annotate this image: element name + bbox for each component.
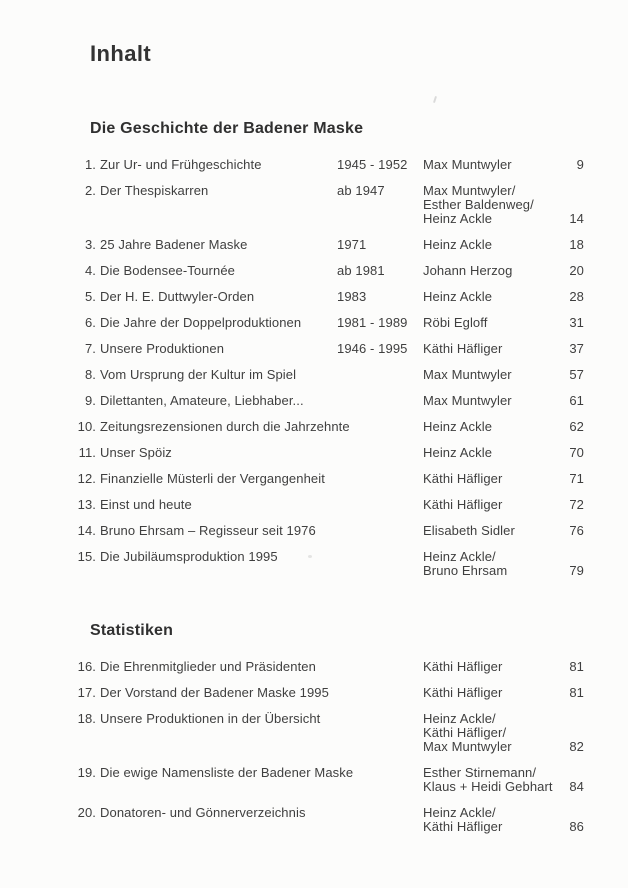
item-authors (423, 420, 545, 434)
item-authors (423, 342, 545, 356)
item-number: 16. (77, 659, 96, 674)
toc-row (76, 158, 584, 172)
item-title: Die Ehrenmitglieder und Präsidenten (100, 659, 316, 674)
item-authors (423, 660, 545, 674)
item-page-number: 20 (569, 263, 584, 278)
toc-row (76, 498, 584, 512)
item-date: 1981 - 1989 (337, 315, 408, 330)
author-line: Heinz Ackle (423, 289, 493, 304)
item-page-number: 57 (569, 367, 584, 382)
item-title: Der Vorstand der Badener Maske 1995 (100, 685, 329, 700)
item-page-number: 31 (569, 315, 584, 330)
author-line: Käthi Häfliger (423, 819, 503, 834)
author-line: Klaus + Heidi Gebhart (423, 779, 553, 794)
toc-rows (76, 158, 584, 590)
item-title: Unsere Produktionen in der Übersicht (100, 711, 321, 726)
author-line: Esther Stirnemann/ (423, 765, 537, 780)
author-line: Elisabeth Sidler (423, 523, 515, 538)
item-title: Die Bodensee-Tournée (100, 263, 235, 278)
item-page-number: 28 (569, 289, 584, 304)
item-number: 7. (84, 341, 96, 356)
author-line: Heinz Ackle (423, 419, 493, 434)
item-number: 20. (77, 805, 96, 820)
toc-row (76, 290, 584, 304)
item-authors (423, 712, 545, 754)
item-title: Die ewige Namensliste der Badener Maske (100, 765, 354, 780)
item-page-number: 70 (569, 445, 584, 460)
item-number: 3. (84, 237, 96, 252)
item-number: 6. (84, 315, 96, 330)
author-line: Max Muntwyler (423, 157, 512, 172)
toc-row (76, 420, 584, 434)
item-page-number: 86 (569, 819, 584, 834)
author-line: Käthi Häfliger (423, 471, 503, 486)
author-line: Käthi Häfliger (423, 497, 503, 512)
item-number: 11. (78, 445, 96, 460)
author-line: Esther Baldenweg/ (423, 197, 534, 212)
item-number: 17. (77, 685, 96, 700)
item-title: Die Jubiläumsproduktion 1995 (100, 549, 278, 564)
item-authors (423, 368, 545, 382)
item-title: Zeitungsrezensionen durch die Jahrzehnte (100, 419, 350, 434)
item-authors (423, 765, 553, 794)
toc-row (76, 806, 584, 834)
author-line: Max Muntwyler (423, 393, 512, 408)
item-page-number: 18 (569, 237, 584, 252)
item-title: Einst und heute (100, 497, 192, 512)
author-line: Max Muntwyler (423, 739, 512, 754)
item-page-number: 72 (569, 497, 584, 512)
item-title: Donatoren- und Gönnerverzeichnis (100, 805, 306, 820)
item-date: ab 1981 (337, 263, 385, 278)
item-title: Zur Ur- und Frühgeschichte (100, 157, 262, 172)
author-line: Heinz Ackle/ (423, 805, 496, 820)
item-number: 1. (84, 157, 96, 172)
toc-row (76, 550, 584, 578)
page-title: Inhalt (90, 41, 152, 66)
item-authors (423, 238, 545, 252)
author-line: Max Muntwyler/ (423, 183, 516, 198)
toc-row (76, 316, 584, 330)
item-authors (423, 394, 545, 408)
item-number: 9. (84, 393, 96, 408)
item-authors (423, 446, 545, 460)
item-number: 4. (84, 263, 96, 278)
item-date: 1945 - 1952 (337, 157, 408, 172)
item-date: 1983 (337, 289, 367, 304)
toc-row (76, 342, 584, 356)
toc-row (76, 712, 584, 754)
item-page-number: 37 (569, 341, 584, 356)
item-authors (423, 472, 545, 486)
item-page-number: 62 (569, 419, 584, 434)
item-authors (423, 290, 545, 304)
author-line: Heinz Ackle (423, 445, 493, 460)
toc-row (76, 184, 584, 226)
author-line: Heinz Ackle/ (423, 549, 496, 564)
toc-row (76, 368, 584, 382)
author-line: Käthi Häfliger (423, 659, 503, 674)
item-date: 1946 - 1995 (337, 341, 408, 356)
item-title: Unser Spöiz (100, 445, 172, 460)
toc-section (76, 590, 584, 846)
item-authors (423, 498, 545, 512)
toc-row (76, 238, 584, 252)
item-authors (423, 686, 545, 700)
item-authors (423, 184, 545, 226)
toc-row (76, 472, 584, 486)
item-page-number: 84 (569, 779, 584, 794)
item-page-number: 9 (576, 157, 584, 172)
item-number: 14. (77, 523, 96, 538)
item-page-number: 71 (569, 471, 584, 486)
section-heading: Statistiken (90, 622, 174, 639)
item-page-number: 81 (569, 659, 584, 674)
author-line: Käthi Häfliger (423, 341, 503, 356)
author-line: Käthi Häfliger/ (423, 725, 507, 740)
author-line: Heinz Ackle (423, 211, 493, 226)
item-page-number: 14 (569, 211, 584, 226)
item-title: Dilettanten, Amateure, Liebhaber... (100, 393, 304, 408)
item-authors (423, 806, 545, 834)
item-number: 19. (77, 765, 96, 780)
item-page-number: 79 (569, 563, 584, 578)
toc-row (76, 264, 584, 278)
item-title: Vom Ursprung der Kultur im Spiel (100, 367, 297, 382)
author-line: Heinz Ackle (423, 237, 493, 252)
item-date: ab 1947 (337, 183, 385, 198)
item-number: 15. (77, 549, 96, 564)
author-line: Bruno Ehrsam (423, 563, 508, 578)
toc-rows (76, 660, 584, 846)
item-title: Finanzielle Müsterli der Vergangenheit (100, 471, 325, 486)
toc-row (76, 524, 584, 538)
toc-row (76, 686, 584, 700)
item-page-number: 82 (569, 739, 584, 754)
author-line: Heinz Ackle/ (423, 711, 496, 726)
author-line: Johann Herzog (423, 263, 513, 278)
toc-row (76, 394, 584, 408)
author-line: Käthi Häfliger (423, 685, 503, 700)
item-number: 5. (84, 289, 96, 304)
toc-row (76, 766, 584, 794)
section-heading: Die Geschichte der Badener Maske (90, 120, 364, 137)
item-number: 13. (77, 497, 96, 512)
item-authors (423, 264, 545, 278)
item-page-number: 81 (569, 685, 584, 700)
item-number: 8. (84, 367, 96, 382)
item-page-number: 61 (569, 393, 584, 408)
toc-sections (76, 120, 584, 846)
author-line: Max Muntwyler (423, 367, 512, 382)
item-number: 10. (77, 419, 96, 434)
item-title: Die Jahre der Doppelproduktionen (100, 315, 302, 330)
toc-row (76, 660, 584, 674)
author-line: Röbi Egloff (423, 315, 488, 330)
item-number: 2. (84, 183, 96, 198)
toc-row (76, 446, 584, 460)
item-title: Unsere Produktionen (100, 341, 225, 356)
item-title: Der H. E. Duttwyler-Orden (100, 289, 255, 304)
toc-section (76, 120, 584, 590)
item-title: Der Thespiskarren (100, 183, 209, 198)
item-date: 1971 (337, 237, 367, 252)
item-title: 25 Jahre Badener Maske (100, 237, 248, 252)
item-authors (423, 550, 545, 578)
item-authors (423, 524, 545, 538)
item-authors (423, 316, 545, 330)
item-number: 12. (77, 471, 96, 486)
item-page-number: 76 (569, 523, 584, 538)
item-authors (423, 158, 545, 172)
item-number: 18. (77, 711, 96, 726)
item-title: Bruno Ehrsam – Regisseur seit 1976 (100, 523, 316, 538)
scan-speck (308, 555, 312, 558)
